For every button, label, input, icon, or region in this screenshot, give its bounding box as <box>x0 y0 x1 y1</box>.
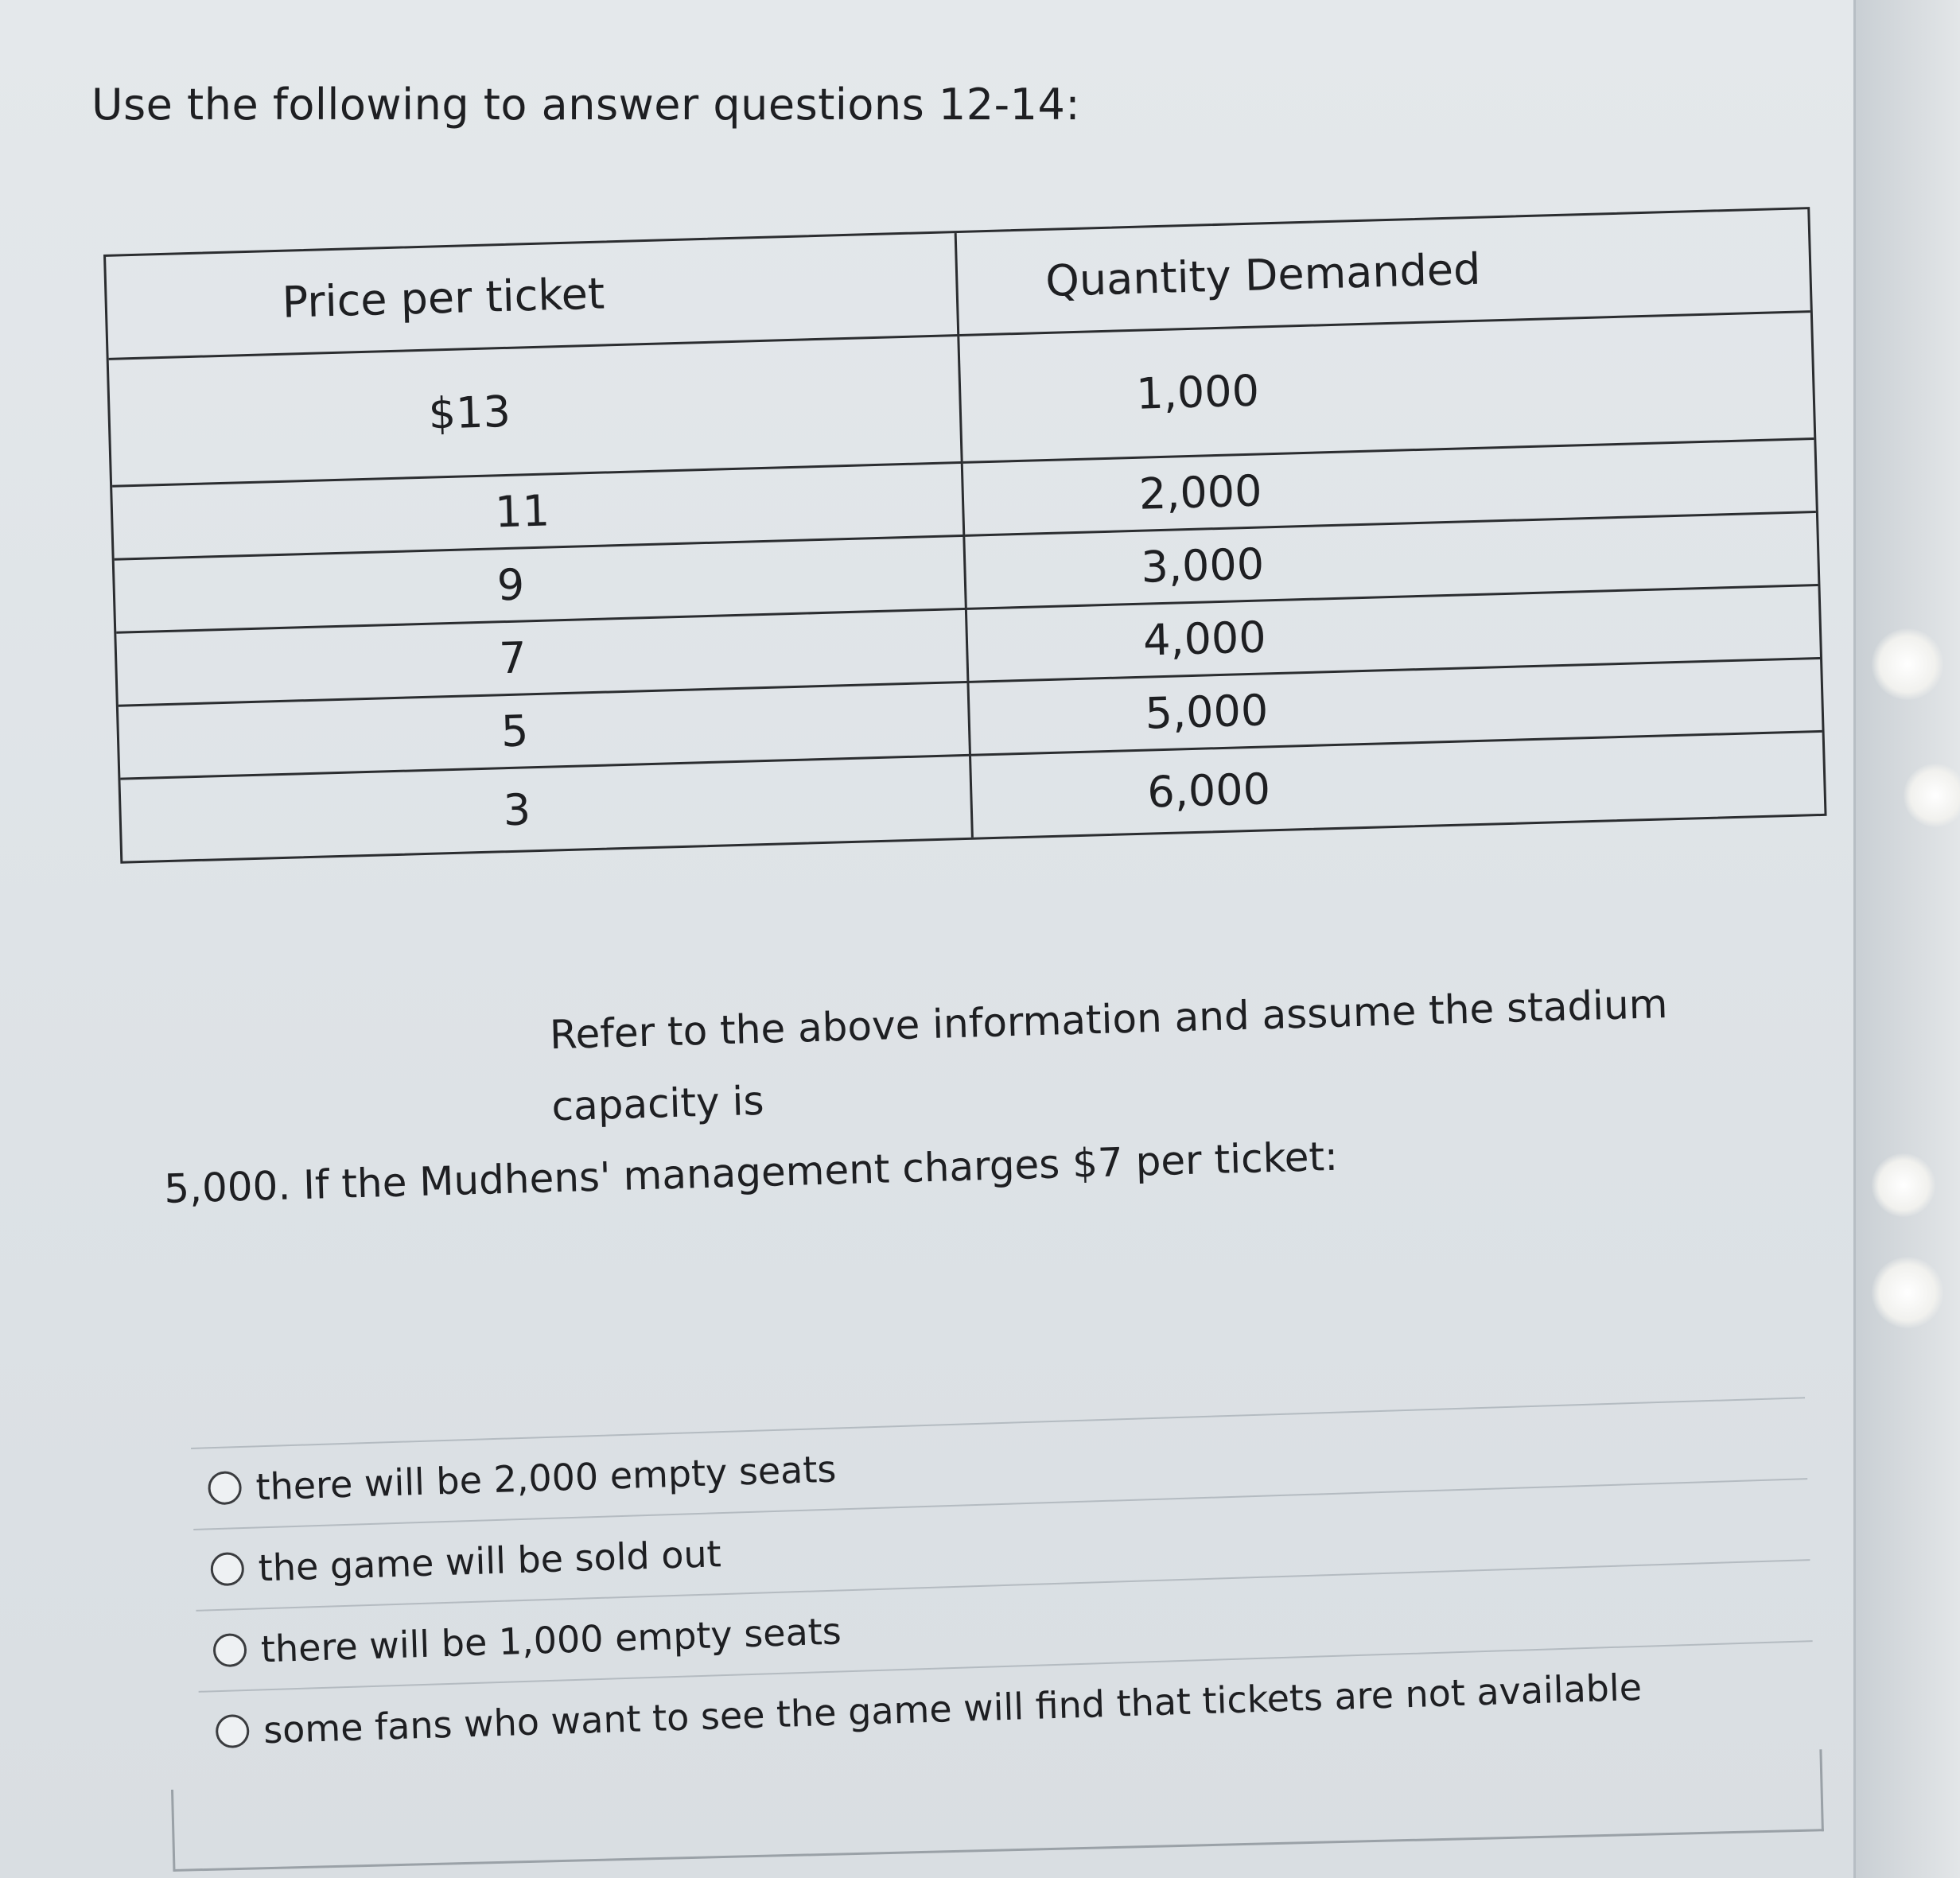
price-cell: 3 <box>120 756 973 861</box>
price-cell: 7 <box>116 610 969 707</box>
question-line-2: 5,000. If the Mudhens' management charges $7 per ticket: <box>163 1133 1339 1212</box>
question-frame-bottom <box>171 1749 1824 1872</box>
light-reflection <box>1904 764 1960 827</box>
column-header-price: Price per ticket <box>106 233 959 360</box>
quantity-cell: 3,000 <box>965 513 1818 610</box>
quantity-cell: 2,000 <box>963 440 1816 537</box>
instructions-heading: Use the following to answer questions 12-14: <box>91 80 1081 130</box>
quantity-cell: 6,000 <box>1146 763 1271 818</box>
quantity-cell: 4,000 <box>967 586 1820 683</box>
price-cell: 9 <box>115 537 967 634</box>
price-cell: 11 <box>112 464 965 561</box>
quantity-cell: 5,000 <box>969 659 1822 756</box>
radio-button-icon[interactable] <box>216 1714 250 1748</box>
answer-option-label: there will be 2,000 empty seats <box>255 1447 838 1509</box>
answer-option-label: there will be 1,000 empty seats <box>260 1609 842 1671</box>
question-line-1: Refer to the above information and assume the stadium capacity is <box>549 981 1669 1130</box>
question-text <box>159 966 1756 1225</box>
column-header-quantity: Quantity Demanded <box>957 209 1810 336</box>
radio-button-icon[interactable] <box>208 1471 242 1505</box>
radio-button-icon[interactable] <box>212 1633 247 1667</box>
answer-option-label: some fans who want to see the game will find that tickets are not available <box>262 1665 1643 1752</box>
light-reflection <box>1872 1257 1943 1328</box>
radio-button-icon[interactable] <box>210 1552 244 1586</box>
price-cell: $13 <box>109 336 963 488</box>
light-reflection <box>1872 628 1943 700</box>
price-cell: 5 <box>119 683 971 780</box>
answer-options <box>191 1397 1815 1772</box>
quantity-cell: 1,000 <box>959 313 1814 464</box>
answer-option-label: the game will be sold out <box>257 1532 722 1590</box>
screen-edge <box>1856 0 1960 1878</box>
light-reflection <box>1872 1153 1935 1217</box>
demand-schedule-table <box>103 207 1827 864</box>
